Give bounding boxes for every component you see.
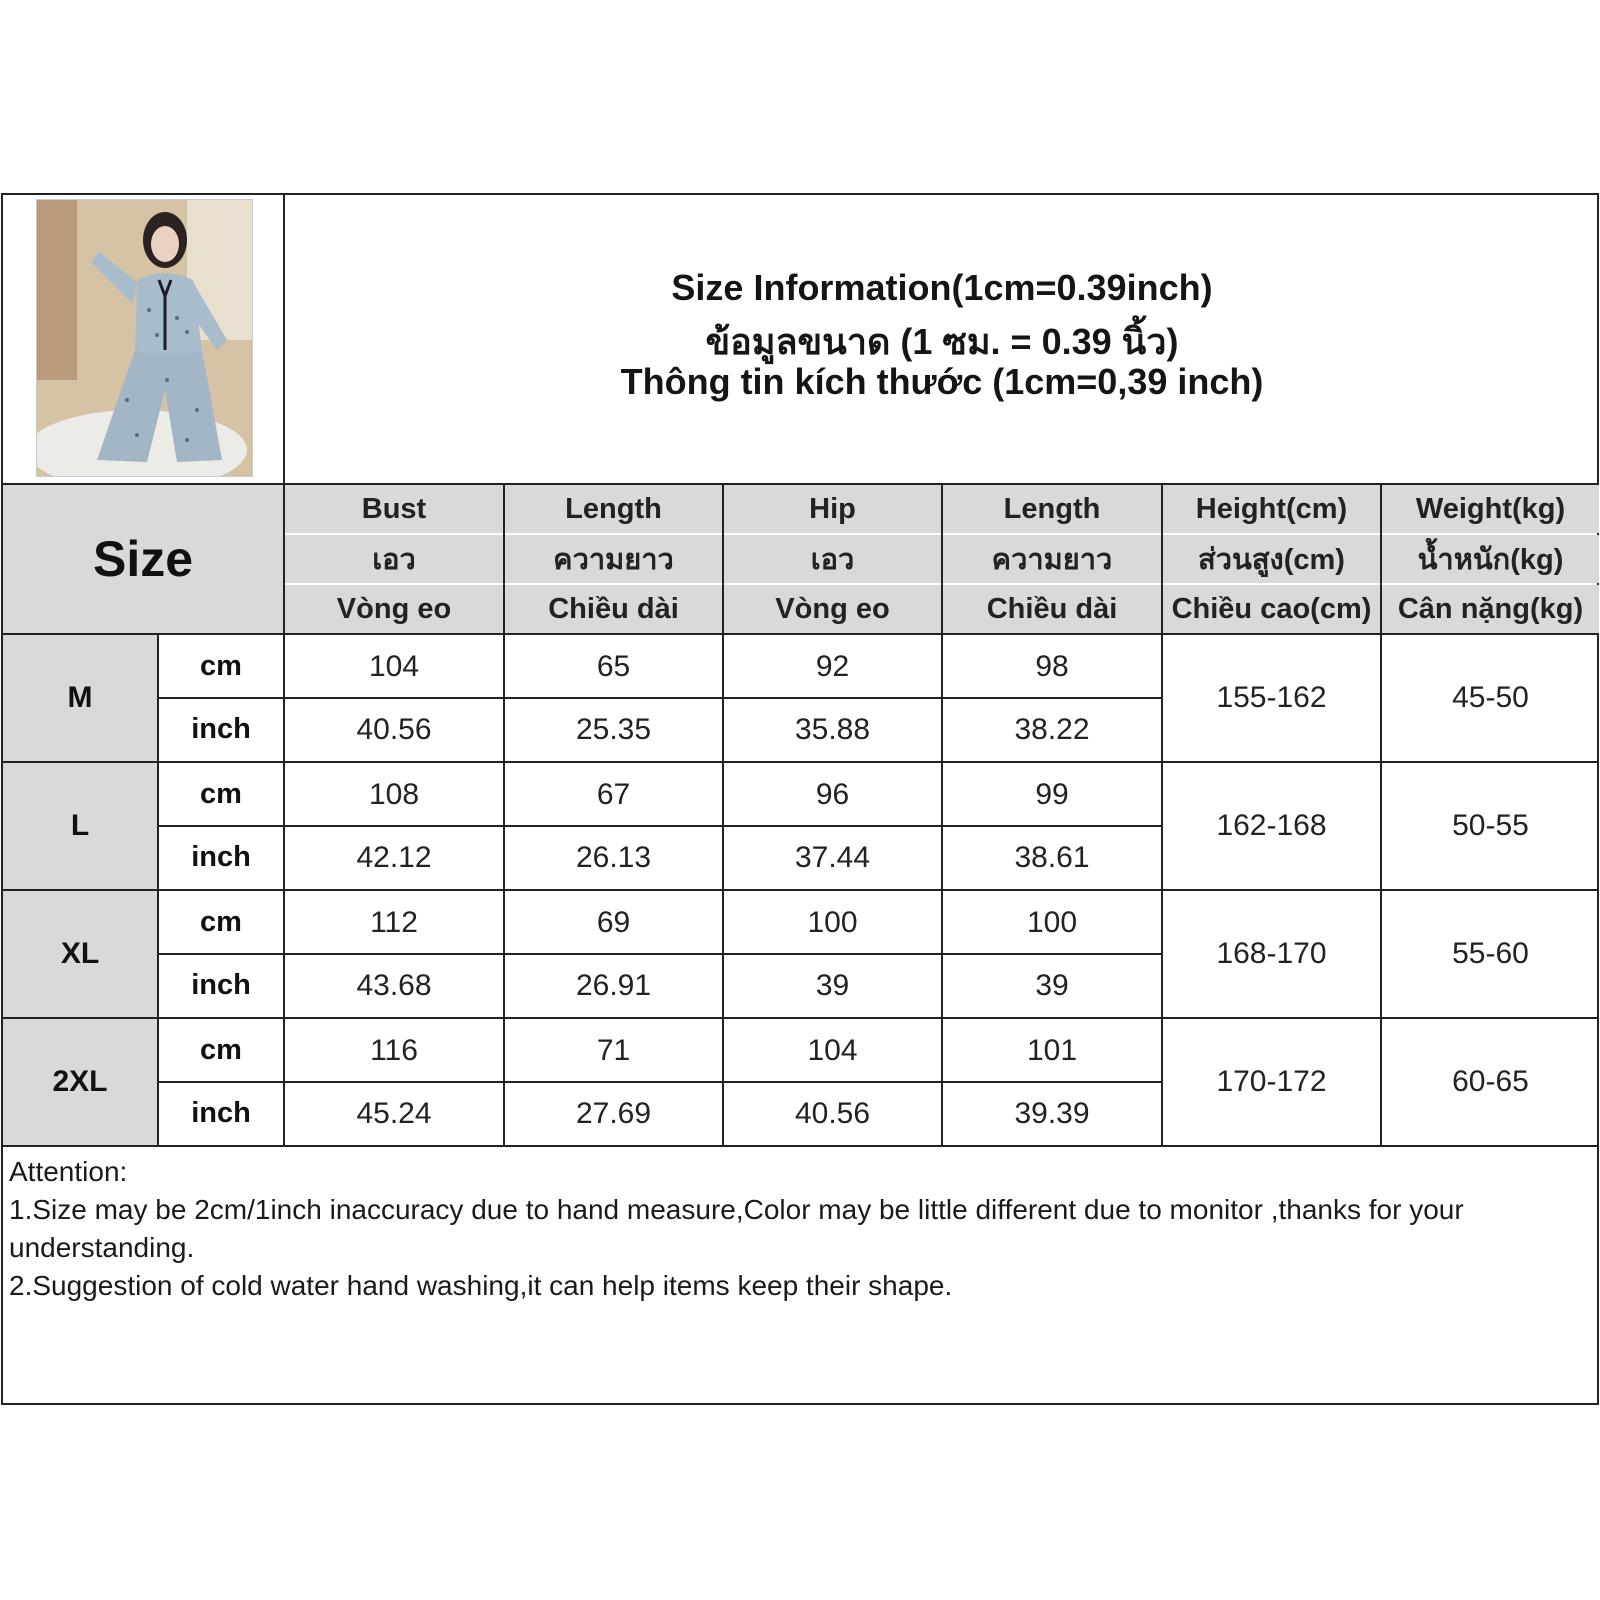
attention-notes — [3, 1145, 1599, 1403]
bust-inch: 40.56 — [285, 698, 505, 761]
unit-label: inch — [159, 698, 285, 761]
title-thai: ข้อมูลขนาด (1 ซม. = 0.39 นิ้ว) — [705, 321, 1179, 362]
unit-label: cm — [159, 1019, 285, 1082]
unit-label: inch — [159, 826, 285, 889]
size-name: M — [3, 635, 159, 761]
notes-heading: Attention: — [9, 1156, 128, 1187]
size-rows — [3, 633, 1599, 1145]
row-divider — [159, 825, 1163, 827]
row-divider — [159, 953, 1163, 955]
weight-range: 50-55 — [1452, 809, 1529, 842]
weight-range: 55-60 — [1452, 937, 1529, 970]
size-chart — [1, 193, 1599, 1405]
hip-cm: 96 — [724, 763, 943, 826]
title-vietnamese: Thông tin kích thước (1cm=0,39 inch) — [620, 361, 1264, 402]
bust-cm: 108 — [285, 763, 505, 826]
column-label-en: Weight(kg) — [1382, 485, 1599, 533]
length-2-inch: 39.39 — [943, 1082, 1163, 1145]
hip-inch: 40.56 — [724, 1082, 943, 1145]
unit-label: inch — [159, 1082, 285, 1145]
size-group-l — [3, 761, 1599, 889]
size-group-m — [3, 633, 1599, 761]
length-2-inch: 38.22 — [943, 698, 1163, 761]
size-group-xl — [3, 889, 1599, 1017]
bust-inch: 45.24 — [285, 1082, 505, 1145]
product-photo-cell — [3, 195, 285, 483]
model-illustration — [37, 200, 252, 476]
column-label-en: Bust — [285, 485, 503, 533]
unit-label: inch — [159, 954, 285, 1017]
bust-cm: 112 — [285, 891, 505, 954]
size-name: 2XL — [3, 1019, 159, 1145]
length-cm: 67 — [505, 763, 724, 826]
column-label-vi: Vòng eo — [724, 585, 941, 633]
column-label-th: เอว — [724, 535, 941, 583]
length-cm: 69 — [505, 891, 724, 954]
bust-inch: 42.12 — [285, 826, 505, 889]
size-group-2xl — [3, 1017, 1599, 1145]
bust-cm: 104 — [285, 635, 505, 698]
row-divider — [159, 697, 1163, 699]
notes-line-1: 1.Size may be 2cm/1inch inaccuracy due to hand measure,Color may be little different due to monitor ,thanks for your understanding. — [9, 1194, 1464, 1263]
hip-inch: 35.88 — [724, 698, 943, 761]
hip-inch: 37.44 — [724, 826, 943, 889]
column-label-th: ความยาว — [505, 535, 722, 583]
size-name: XL — [3, 891, 159, 1017]
column-header-hip — [724, 485, 943, 633]
column-label-vi: Chiều cao(cm) — [1163, 585, 1380, 633]
title-block — [285, 195, 1599, 483]
title-english: Size Information(1cm=0.39inch) — [671, 267, 1213, 308]
height-range: 155-162 — [1163, 635, 1382, 761]
hip-inch: 39 — [724, 954, 943, 1017]
size-header: Size — [3, 485, 285, 633]
notes-line-2: 2.Suggestion of cold water hand washing,it can help items keep their shape. — [9, 1270, 953, 1301]
length-2-cm: 100 — [943, 891, 1163, 954]
weight-range: 45-50 — [1452, 681, 1529, 714]
hip-cm: 104 — [724, 1019, 943, 1082]
length-2-inch: 38.61 — [943, 826, 1163, 889]
column-label-vi: Vòng eo — [285, 585, 503, 633]
column-header-bust — [285, 485, 505, 633]
hip-cm: 92 — [724, 635, 943, 698]
length-2-inch: 39 — [943, 954, 1163, 1017]
weight-range: 60-65 — [1452, 1065, 1529, 1098]
length-inch: 25.35 — [505, 698, 724, 761]
column-label-th: เอว — [285, 535, 503, 583]
length-cm: 65 — [505, 635, 724, 698]
bust-inch: 43.68 — [285, 954, 505, 1017]
column-header-length — [505, 485, 724, 633]
column-label-en: Length — [943, 485, 1161, 533]
column-label-th: น้ำหนัก(kg) — [1382, 535, 1599, 583]
column-label-vi: Cân nặng(kg) — [1382, 585, 1599, 633]
product-photo — [36, 199, 253, 477]
length-inch: 26.13 — [505, 826, 724, 889]
unit-label: cm — [159, 763, 285, 826]
length-inch: 27.69 — [505, 1082, 724, 1145]
size-name: L — [3, 763, 159, 889]
unit-label: cm — [159, 891, 285, 954]
column-label-en: Hip — [724, 485, 941, 533]
column-header-height — [1163, 485, 1382, 633]
length-inch: 26.91 — [505, 954, 724, 1017]
height-range: 170-172 — [1163, 1019, 1382, 1145]
column-label-vi: Chiều dài — [505, 585, 722, 633]
column-header-row — [3, 483, 1599, 633]
length-cm: 71 — [505, 1019, 724, 1082]
column-label-en: Height(cm) — [1163, 485, 1380, 533]
length-2-cm: 99 — [943, 763, 1163, 826]
column-label-en: Length — [505, 485, 722, 533]
unit-label: cm — [159, 635, 285, 698]
row-divider — [159, 1081, 1163, 1083]
length-2-cm: 98 — [943, 635, 1163, 698]
height-range: 162-168 — [1163, 763, 1382, 889]
column-label-vi: Chiều dài — [943, 585, 1161, 633]
height-range: 168-170 — [1163, 891, 1382, 1017]
column-header-length-2 — [943, 485, 1163, 633]
bust-cm: 116 — [285, 1019, 505, 1082]
column-header-weight — [1382, 485, 1599, 633]
column-label-th: ส่วนสูง(cm) — [1163, 535, 1380, 583]
column-label-th: ความยาว — [943, 535, 1161, 583]
length-2-cm: 101 — [943, 1019, 1163, 1082]
hip-cm: 100 — [724, 891, 943, 954]
